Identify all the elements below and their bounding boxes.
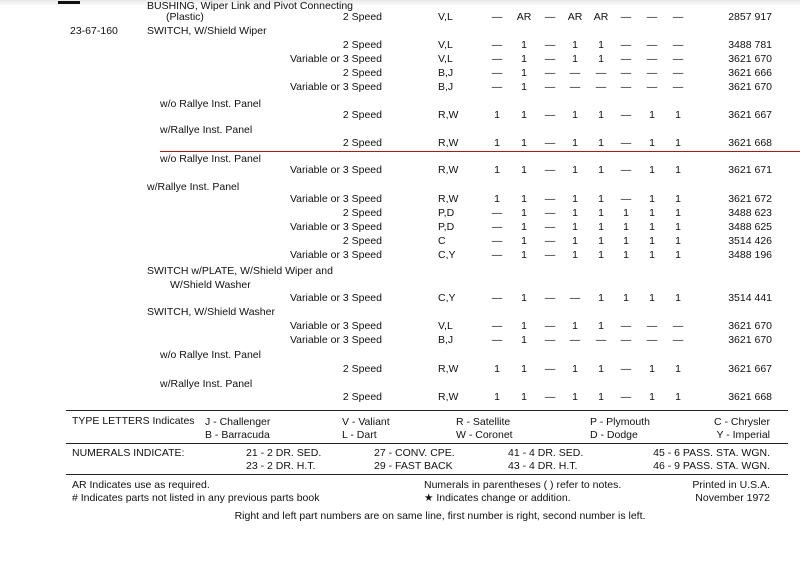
body-style-qty: 1 [572, 249, 578, 261]
type-letter-r: R - Satellite [456, 416, 511, 428]
body-style-qty: — [620, 164, 632, 176]
speed-option: Variable or 3 Speed [289, 221, 382, 233]
speed-option: 2 Speed [342, 235, 382, 247]
body-style-qty: — [491, 221, 503, 233]
body-style-qty: — [620, 334, 632, 346]
body-style-qty: 1 [649, 249, 655, 261]
body-style-qty: 1 [598, 53, 604, 65]
body-style-qty: 1 [521, 109, 527, 121]
speed-option: Variable or 3 Speed [289, 164, 382, 176]
speed-option: Variable or 3 Speed [289, 193, 382, 205]
body-style-qty: 1 [623, 292, 629, 304]
body-style-qty: — [544, 207, 556, 219]
body-style-qty: 1 [675, 221, 681, 233]
model-code: R,W [438, 109, 459, 121]
part-description: SWITCH, W/Shield Wiper [147, 25, 267, 37]
part-number: 3514 426 [728, 235, 772, 247]
body-style-qty: 1 [494, 363, 500, 375]
body-style-qty: 1 [521, 391, 527, 403]
body-style-qty: 1 [598, 391, 604, 403]
model-code: P,D [438, 207, 455, 219]
body-style-qty: AR [516, 11, 532, 23]
part-description: SWITCH, W/Shield Washer [147, 306, 275, 318]
body-style-qty: 1 [623, 235, 629, 247]
part-description: w/o Rallye Inst. Panel [160, 98, 261, 110]
part-description: W/Shield Washer [170, 279, 251, 291]
body-style-qty: — [569, 292, 581, 304]
part-description: (Plastic) [166, 11, 204, 23]
body-style-qty: 1 [598, 320, 604, 332]
body-style-qty: 1 [521, 320, 527, 332]
legend-rule-top [66, 410, 788, 411]
body-style-qty: 1 [598, 164, 604, 176]
speed-option: 2 Speed [342, 109, 382, 121]
body-style-qty: 1 [675, 249, 681, 261]
numeral-29: 29 - FAST BACK [374, 460, 453, 472]
body-style-qty: — [491, 67, 503, 79]
body-style-qty: 1 [649, 363, 655, 375]
part-number: 3621 670 [728, 334, 772, 346]
type-letter-d: D - Dodge [590, 429, 638, 441]
model-code: R,W [438, 137, 459, 149]
body-style-qty: — [595, 67, 607, 79]
body-style-qty: — [620, 109, 632, 121]
type-letters-heading: TYPE LETTERS Indicates [72, 415, 195, 427]
model-code: C,Y [438, 292, 456, 304]
body-style-qty: 1 [521, 39, 527, 51]
type-letter-v: V - Valiant [342, 416, 390, 428]
part-description: BUSHING, Wiper Link and Pivot Connecting [147, 0, 354, 12]
body-style-qty: — [544, 67, 556, 79]
model-code: V,L [438, 320, 453, 332]
body-style-qty: — [491, 11, 503, 23]
body-style-qty: 1 [649, 292, 655, 304]
speed-option: 2 Speed [342, 363, 382, 375]
body-style-qty: 1 [521, 235, 527, 247]
body-style-qty: 1 [572, 137, 578, 149]
body-style-qty: 1 [598, 207, 604, 219]
model-code: V,L [438, 53, 453, 65]
body-style-qty: 1 [521, 53, 527, 65]
speed-option: Variable or 3 Speed [289, 53, 382, 65]
body-style-qty: 1 [675, 109, 681, 121]
body-style-qty: 1 [598, 249, 604, 261]
body-style-qty: 1 [675, 292, 681, 304]
body-style-qty: 1 [494, 391, 500, 403]
model-code: V,L [438, 11, 453, 23]
part-number: 3621 671 [728, 164, 772, 176]
header-dash-mark [58, 1, 80, 4]
body-style-qty: AR [567, 11, 583, 23]
body-style-qty: — [646, 67, 658, 79]
model-code: P,D [438, 221, 455, 233]
body-style-qty: — [620, 363, 632, 375]
body-style-qty: 1 [649, 207, 655, 219]
body-style-qty: 1 [649, 109, 655, 121]
model-code: R,W [438, 391, 459, 403]
body-style-qty: 1 [572, 39, 578, 51]
body-style-qty: — [544, 137, 556, 149]
type-letter-p: P - Plymouth [590, 416, 650, 428]
body-style-qty: 1 [572, 109, 578, 121]
body-style-qty: 1 [572, 53, 578, 65]
type-letter-y: Y - Imperial [716, 429, 770, 441]
body-style-qty: 1 [572, 235, 578, 247]
speed-option: 2 Speed [342, 391, 382, 403]
body-style-qty: — [544, 292, 556, 304]
model-code: R,W [438, 363, 459, 375]
numeral-45: 45 - 6 PASS. STA. WGN. [653, 447, 770, 459]
body-style-qty: — [491, 39, 503, 51]
print-date: November 1972 [695, 492, 770, 504]
part-number: 3621 667 [728, 109, 772, 121]
body-style-qty: — [544, 193, 556, 205]
note-parentheses: Numerals in parentheses ( ) refer to notes. [424, 479, 622, 491]
numeral-23: 23 - 2 DR. H.T. [246, 460, 316, 472]
part-number: 3488 196 [728, 249, 772, 261]
part-description: w/Rallye Inst. Panel [160, 378, 253, 390]
part-group-number: 23-67-160 [70, 25, 118, 37]
model-code: B,J [438, 67, 454, 79]
body-style-qty: 1 [675, 391, 681, 403]
body-style-qty: 1 [494, 109, 500, 121]
body-style-qty: — [544, 334, 556, 346]
type-letter-b: B - Barracuda [205, 429, 270, 441]
body-style-qty: 1 [649, 235, 655, 247]
type-letter-w: W - Coronet [456, 429, 513, 441]
part-description: SWITCH w/PLATE, W/Shield Wiper and [147, 265, 333, 277]
numeral-43: 43 - 4 DR. H.T. [508, 460, 578, 472]
body-style-qty: — [620, 81, 632, 93]
body-style-qty: 1 [649, 391, 655, 403]
body-style-qty: 1 [521, 67, 527, 79]
body-style-qty: — [646, 53, 658, 65]
body-style-qty: 1 [572, 320, 578, 332]
body-style-qty: 1 [572, 164, 578, 176]
part-number: 3621 670 [728, 53, 772, 65]
numeral-46: 46 - 9 PASS. STA. WGN. [653, 460, 770, 472]
speed-option: 2 Speed [342, 137, 382, 149]
type-letter-j: J - Challenger [205, 416, 271, 428]
scan-edge [0, 0, 800, 6]
body-style-qty: 1 [598, 292, 604, 304]
body-style-qty: — [491, 334, 503, 346]
body-style-qty: — [544, 221, 556, 233]
body-style-qty: 1 [598, 235, 604, 247]
legend-rule-bottom [66, 474, 788, 475]
body-style-qty: 1 [494, 164, 500, 176]
body-style-qty: 1 [675, 137, 681, 149]
numeral-27: 27 - CONV. CPE. [374, 447, 455, 459]
body-style-qty: 1 [521, 164, 527, 176]
body-style-qty: — [620, 11, 632, 23]
body-style-qty: — [646, 320, 658, 332]
body-style-qty: — [491, 249, 503, 261]
model-code: C,Y [438, 249, 456, 261]
model-code: R,W [438, 193, 459, 205]
model-code: R,W [438, 164, 459, 176]
body-style-qty: 1 [572, 193, 578, 205]
body-style-qty: — [491, 53, 503, 65]
body-style-qty: 1 [623, 207, 629, 219]
body-style-qty: — [569, 334, 581, 346]
part-description: w/Rallye Inst. Panel [147, 181, 240, 193]
body-style-qty: — [646, 39, 658, 51]
body-style-qty: — [672, 11, 684, 23]
note-hash: # Indicates parts not listed in any previous parts book [72, 492, 320, 504]
body-style-qty: AR [593, 11, 609, 23]
body-style-qty: 1 [649, 193, 655, 205]
body-style-qty: 1 [521, 292, 527, 304]
body-style-qty: — [491, 81, 503, 93]
speed-option: Variable or 3 Speed [289, 81, 382, 93]
body-style-qty: 1 [521, 249, 527, 261]
body-style-qty: 1 [521, 193, 527, 205]
body-style-qty: 1 [675, 164, 681, 176]
part-number: 3621 666 [728, 67, 772, 79]
body-style-qty: — [544, 391, 556, 403]
type-letter-l: L - Dart [342, 429, 377, 441]
body-style-qty: — [620, 193, 632, 205]
part-number: 3621 670 [728, 81, 772, 93]
body-style-qty: — [491, 235, 503, 247]
body-style-qty: — [620, 320, 632, 332]
body-style-qty: 1 [675, 235, 681, 247]
body-style-qty: — [672, 81, 684, 93]
body-style-qty: — [620, 39, 632, 51]
part-number: 3621 668 [728, 137, 772, 149]
part-number: 3621 670 [728, 320, 772, 332]
body-style-qty: — [569, 81, 581, 93]
speed-option: 2 Speed [342, 11, 382, 23]
body-style-qty: 1 [598, 109, 604, 121]
body-style-qty: — [672, 39, 684, 51]
part-description: w/o Rallye Inst. Panel [160, 153, 261, 165]
body-style-qty: 1 [521, 221, 527, 233]
speed-option: Variable or 3 Speed [289, 292, 382, 304]
body-style-qty: — [544, 249, 556, 261]
body-style-qty: 1 [649, 137, 655, 149]
speed-option: 2 Speed [342, 207, 382, 219]
body-style-qty: 1 [675, 363, 681, 375]
red-underline [160, 151, 800, 152]
part-number: 3621 668 [728, 391, 772, 403]
body-style-qty: 1 [494, 137, 500, 149]
body-style-qty: 1 [521, 207, 527, 219]
body-style-qty: — [620, 391, 632, 403]
body-style-qty: — [620, 53, 632, 65]
body-style-qty: 1 [572, 363, 578, 375]
part-number: 3621 672 [728, 193, 772, 205]
model-code: B,J [438, 81, 454, 93]
legend-rule-mid [66, 443, 788, 444]
body-style-qty: — [544, 81, 556, 93]
body-style-qty: — [491, 320, 503, 332]
numeral-41: 41 - 4 DR. SED. [508, 447, 584, 459]
body-style-qty: 1 [572, 391, 578, 403]
body-style-qty: — [646, 334, 658, 346]
body-style-qty: 1 [649, 164, 655, 176]
body-style-qty: 1 [598, 137, 604, 149]
body-style-qty: 1 [598, 39, 604, 51]
body-style-qty: 1 [521, 81, 527, 93]
body-style-qty: — [544, 363, 556, 375]
model-code: C [438, 235, 446, 247]
body-style-qty: — [672, 53, 684, 65]
body-style-qty: 1 [572, 221, 578, 233]
body-style-qty: — [672, 334, 684, 346]
body-style-qty: 1 [649, 221, 655, 233]
body-style-qty: 1 [675, 193, 681, 205]
body-style-qty: 1 [572, 207, 578, 219]
body-style-qty: 1 [598, 363, 604, 375]
part-number: 3621 667 [728, 363, 772, 375]
model-code: V,L [438, 39, 453, 51]
body-style-qty: — [672, 67, 684, 79]
speed-option: Variable or 3 Speed [289, 249, 382, 261]
part-number: 3488 781 [728, 39, 772, 51]
body-style-qty: — [620, 67, 632, 79]
body-style-qty: 1 [675, 207, 681, 219]
speed-option: 2 Speed [342, 39, 382, 51]
body-style-qty: — [491, 207, 503, 219]
note-ar: AR Indicates use as required. [72, 479, 210, 491]
speed-option: 2 Speed [342, 67, 382, 79]
body-style-qty: 1 [623, 221, 629, 233]
body-style-qty: — [491, 292, 503, 304]
part-description: w/Rallye Inst. Panel [160, 124, 253, 136]
numeral-21: 21 - 2 DR. SED. [246, 447, 322, 459]
speed-option: Variable or 3 Speed [289, 334, 382, 346]
speed-option: Variable or 3 Speed [289, 320, 382, 332]
part-description: w/o Rallye Inst. Panel [160, 349, 261, 361]
type-letter-c: C - Chrysler [713, 416, 770, 428]
body-style-qty: — [544, 109, 556, 121]
body-style-qty: — [646, 81, 658, 93]
printed-in: Printed in U.S.A. [692, 479, 770, 491]
body-style-qty: 1 [623, 249, 629, 261]
model-code: B,J [438, 334, 454, 346]
part-number: 2857 917 [728, 11, 772, 23]
body-style-qty: — [569, 67, 581, 79]
numerals-heading: NUMERALS INDICATE: [72, 447, 185, 459]
body-style-qty: 1 [598, 193, 604, 205]
body-style-qty: — [544, 320, 556, 332]
body-style-qty: — [620, 137, 632, 149]
part-number: 3488 625 [728, 221, 772, 233]
body-style-qty: — [646, 11, 658, 23]
body-style-qty: — [672, 320, 684, 332]
body-style-qty: 1 [494, 193, 500, 205]
body-style-qty: — [544, 39, 556, 51]
note-star: ★ Indicates change or addition. [424, 492, 571, 504]
body-style-qty: — [595, 81, 607, 93]
body-style-qty: 1 [521, 137, 527, 149]
part-number: 3488 623 [728, 207, 772, 219]
part-number: 3514 441 [728, 292, 772, 304]
body-style-qty: — [595, 334, 607, 346]
body-style-qty: 1 [521, 363, 527, 375]
body-style-qty: 1 [521, 334, 527, 346]
body-style-qty: — [544, 11, 556, 23]
body-style-qty: — [544, 164, 556, 176]
bottom-note: Right and left part numbers are on same line, first number is right, second number is left. [234, 510, 646, 522]
body-style-qty: 1 [598, 221, 604, 233]
body-style-qty: — [544, 53, 556, 65]
body-style-qty: — [544, 235, 556, 247]
